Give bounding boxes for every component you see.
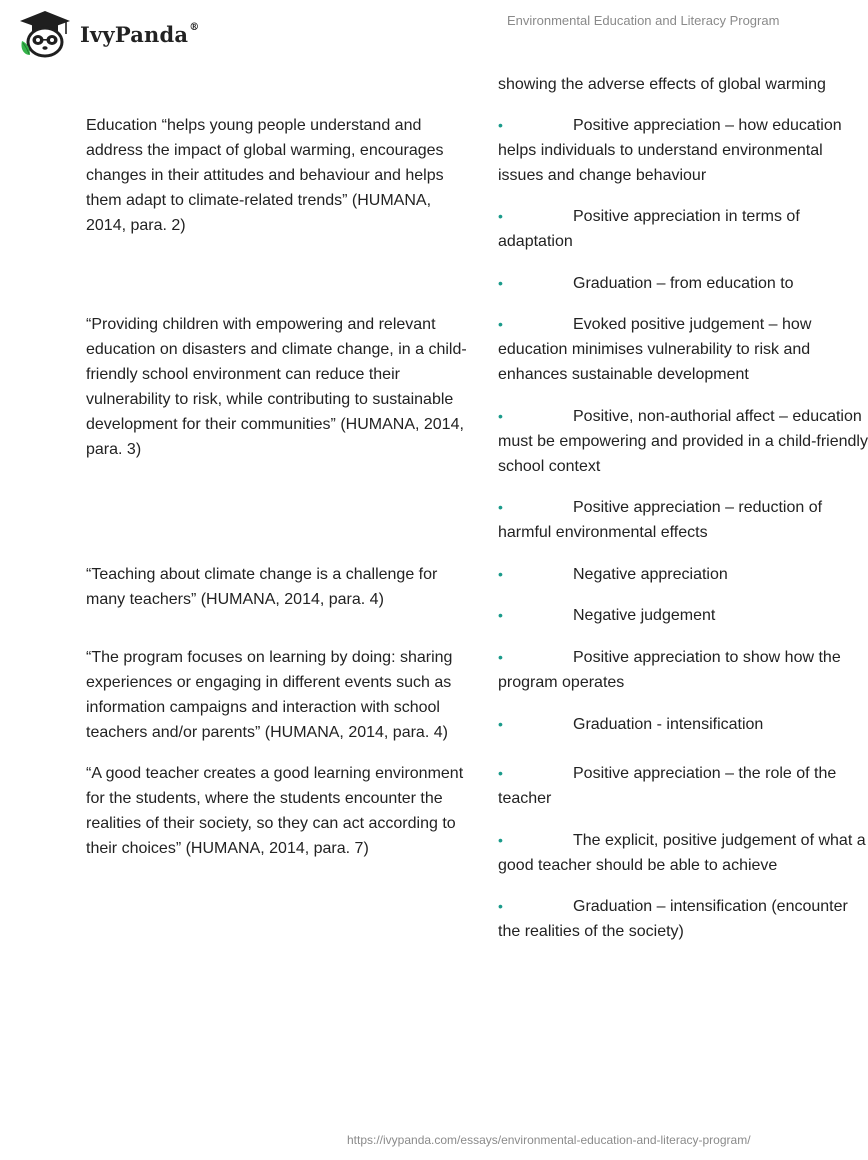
analysis-bullet: • Graduation - intensification xyxy=(498,712,800,737)
bullet-dot-icon: • xyxy=(498,832,503,848)
document-title: Environmental Education and Literacy Program xyxy=(507,13,780,28)
bullet-dot-icon: • xyxy=(498,566,503,582)
analysis-bullet: • Positive, non-authorial affect – education must be empowering and provided in a child-friendly school context xyxy=(498,404,800,479)
bullet-dot-icon: • xyxy=(498,765,503,781)
bullet-dot-icon: • xyxy=(498,275,503,291)
analysis-bullet: • Evoked positive judgement – how education minimises vulnerability to risk and enhances sustainable development xyxy=(498,312,800,387)
analysis-bullet: • The explicit, positive judgement of what a good teacher should be able to achieve xyxy=(498,828,800,878)
quote-5: “A good teacher creates a good learning environment for the students, where the students encounter the realities of their society, so they can act according to their choices” (HUMANA, 2014, para. 7) xyxy=(86,765,464,857)
quote-4: “The program focuses on learning by doing: sharing experiences or engaging in different events such as information campaigns and interaction with school teachers and/or parents” (HUMANA, 2014, para. 4) xyxy=(86,649,453,741)
analysis-bullet: • Positive appreciation in terms of adaptation xyxy=(498,204,800,254)
analysis-bullet: • Positive appreciation to show how the program operates xyxy=(498,645,800,695)
bullet-dot-icon: • xyxy=(498,716,503,732)
bullet-dot-icon: • xyxy=(498,408,503,424)
bullet-dot-icon: • xyxy=(498,898,503,914)
panda-icon xyxy=(18,9,72,59)
bullet-dot-icon: • xyxy=(498,208,503,224)
source-url-link[interactable]: https://ivypanda.com/essays/environmental-education-and-literacy-program/ xyxy=(347,1133,751,1147)
bullet-dot-icon: • xyxy=(498,607,503,623)
right-top-line: showing the adverse effects of global warming xyxy=(498,76,826,93)
quote-1: Education “helps young people understand and address the impact of global warming, encourages changes in their attitudes and behaviour and helps them adapt to climate-related trends” (HUMANA, 2014, para. 2) xyxy=(86,117,444,234)
quote-3: “Teaching about climate change is a challenge for many teachers” (HUMANA, 2014, para. 4) xyxy=(86,566,438,608)
bullet-dot-icon: • xyxy=(498,649,503,665)
bullet-dot-icon: • xyxy=(498,117,503,133)
bullet-dot-icon: • xyxy=(498,499,503,515)
analysis-bullet: • Graduation – intensification (encounter the realities of the society) xyxy=(498,894,800,944)
analysis-bullet: • Positive appreciation – how education helps individuals to understand environmental issues and change behaviour xyxy=(498,113,800,188)
analysis-bullet: • Negative judgement xyxy=(498,603,800,628)
bullet-dot-icon: • xyxy=(498,316,503,332)
analysis-bullet: • Positive appreciation – reduction of harmful environmental effects xyxy=(498,495,800,545)
brand-name: IvyPanda® xyxy=(80,21,200,47)
analysis-bullet: • Positive appreciation – the role of the teacher xyxy=(498,761,800,811)
quote-2: “Providing children with empowering and relevant education on disasters and climate change, in a child-friendly school environment can reduce their vulnerability to risk, while contributing to sustainable development for their communities” (HUMANA, 2014, para. 3) xyxy=(86,316,467,458)
page-header xyxy=(0,0,800,70)
analysis-bullet: • Negative appreciation xyxy=(498,562,800,587)
analysis-bullet: • Graduation – from education to xyxy=(498,271,800,296)
ivypanda-logo[interactable] xyxy=(18,9,199,59)
